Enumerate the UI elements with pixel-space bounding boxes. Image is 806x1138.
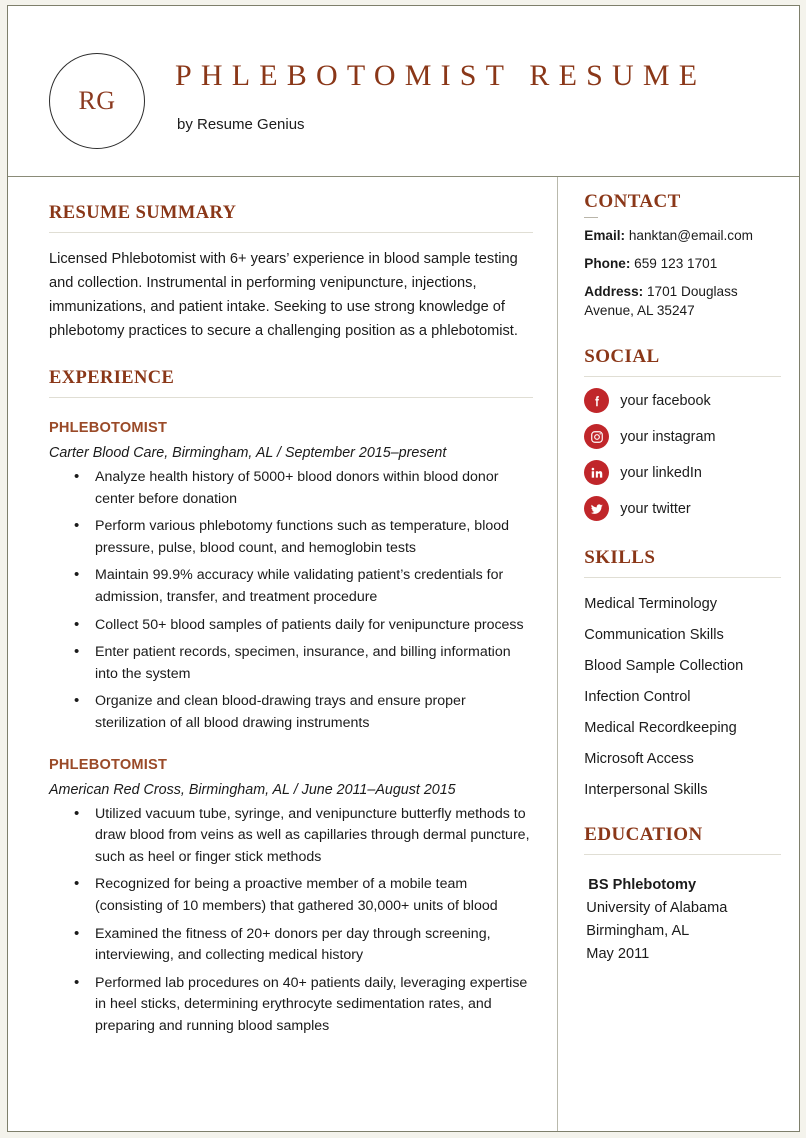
list-item: • Enter patient records, specimen, insurance, and billing information into the system xyxy=(95,642,533,685)
job-bullet-list xyxy=(49,467,533,735)
section-education xyxy=(584,824,781,962)
section-divider xyxy=(584,854,781,855)
spacer xyxy=(584,798,781,824)
job-meta: American Red Cross, Birmingham, AL / June 2011–August 2015 xyxy=(49,781,456,798)
list-item: • Maintain 99.9% accuracy while validating patient’s credentials for admission, transfer, and treatment procedure xyxy=(95,565,533,608)
education-degree: BS Phlebotomy xyxy=(588,877,697,893)
list-item: • Utilized vacuum tube, syringe, and venipuncture butterfly methods to draw blood from veins as well as capillaries through dermal puncture, such as heel or finger stick methods xyxy=(95,804,533,869)
spacer xyxy=(49,343,533,368)
social-label: your instagram xyxy=(620,428,716,445)
section-experience xyxy=(49,368,533,1037)
social-link-instagram[interactable] xyxy=(584,424,781,449)
instagram-icon[interactable] xyxy=(584,424,609,449)
logo-circle-icon xyxy=(49,53,145,149)
list-item: Interpersonal Skills xyxy=(584,782,708,798)
job-title: PHLEBOTOMIST xyxy=(49,420,168,436)
page-title: PHLEBOTOMIST RESUME xyxy=(175,59,707,92)
linkedin-icon[interactable] xyxy=(584,460,609,485)
education-location: Birmingham, AL xyxy=(586,923,690,939)
brand-logo xyxy=(49,53,145,149)
list-item: Communication Skills xyxy=(584,627,724,643)
section-divider xyxy=(49,397,533,398)
social-link-linkedin[interactable] xyxy=(584,460,781,485)
main-column xyxy=(8,177,558,1132)
list-item: • Organize and clean blood-drawing trays and ensure proper sterilization of all blood drawing instruments xyxy=(95,691,533,734)
sidebar-column xyxy=(558,177,799,1132)
section-divider xyxy=(584,376,781,377)
section-skills xyxy=(584,547,781,798)
job-title: PHLEBOTOMIST xyxy=(49,756,168,773)
contact-email-label: Email: xyxy=(584,228,626,243)
social-label: your twitter xyxy=(620,500,691,517)
social-label: your facebook xyxy=(620,392,711,409)
list-item: • Performed lab procedures on 40+ patients daily, leveraging expertise in heel sticks, determining erythrocyte sedimentation rates, and preparing and running blood samples xyxy=(95,973,533,1038)
contact-phone xyxy=(584,254,781,273)
education-school: University of Alabama xyxy=(586,900,728,916)
experience-entry xyxy=(49,420,533,735)
list-item: Blood Sample Collection xyxy=(584,658,744,674)
job-bullet-list xyxy=(49,804,533,1038)
list-item: Infection Control xyxy=(584,689,691,705)
list-item: Microsoft Access xyxy=(584,751,694,767)
social-link-facebook[interactable] xyxy=(584,388,781,413)
list-item: Medical Terminology xyxy=(584,596,718,612)
resume-header xyxy=(8,6,799,177)
facebook-icon[interactable] xyxy=(584,388,609,413)
contact-phone-value: 659 123 1701 xyxy=(634,256,718,271)
education-date: May 2011 xyxy=(586,946,650,962)
contact-address xyxy=(584,282,781,320)
resume-sheet xyxy=(7,5,800,1132)
section-divider xyxy=(584,217,598,218)
page-byline: by Resume Genius xyxy=(177,116,305,133)
experience-entry xyxy=(49,757,533,1038)
list-item: • Recognized for being a proactive member of a mobile team (consisting of 10 members) that gathered 30,000+ units of blood xyxy=(95,874,533,917)
section-heading-social: SOCIAL xyxy=(584,346,660,367)
spacer xyxy=(584,521,781,547)
contact-email-value: hanktan@email.com xyxy=(628,228,753,243)
list-item: • Collect 50+ blood samples of patients daily for venipuncture process xyxy=(95,615,533,637)
section-contact xyxy=(584,191,781,320)
list-item: • Analyze health history of 5000+ blood donors within blood donor center before donation xyxy=(95,467,533,510)
summary-text: Licensed Phlebotomist with 6+ years’ experience in blood sample testing and collection. Instrumental in performing venipuncture, injections, immunizations, and patient intake. Seeking to use strong knowledge of phlebotomy practices to secure a challenging position as a phlebotomist. xyxy=(49,251,518,339)
contact-address-label: Address: xyxy=(584,284,644,299)
contact-address-value: 1701 Douglass Avenue, AL 35247 xyxy=(584,284,738,318)
spacer xyxy=(584,320,781,346)
section-resume-summary xyxy=(49,203,533,343)
section-social xyxy=(584,346,781,521)
section-heading-contact: CONTACT xyxy=(584,191,681,212)
list-item: Medical Recordkeeping xyxy=(584,720,737,736)
section-divider xyxy=(49,232,533,233)
twitter-icon[interactable] xyxy=(584,496,609,521)
list-item: • Examined the fitness of 20+ donors per day through screening, interviewing, and collecting medical history xyxy=(95,924,533,967)
section-heading-skills: SKILLS xyxy=(584,547,656,568)
resume-body xyxy=(8,177,799,1132)
section-divider xyxy=(584,577,781,578)
contact-phone-label: Phone: xyxy=(584,256,631,271)
section-heading-experience: EXPERIENCE xyxy=(49,368,175,388)
social-label: your linkedIn xyxy=(620,464,702,481)
contact-email xyxy=(584,226,781,245)
section-heading-summary: RESUME SUMMARY xyxy=(49,203,237,223)
social-link-twitter[interactable] xyxy=(584,496,781,521)
section-heading-education: EDUCATION xyxy=(584,824,703,845)
job-meta: Carter Blood Care, Birmingham, AL / September 2015–present xyxy=(49,445,447,461)
logo-initials: RG xyxy=(78,86,116,115)
list-item: • Perform various phlebotomy functions such as temperature, blood pressure, pulse, blood count, and hemoglobin tests xyxy=(95,516,533,559)
